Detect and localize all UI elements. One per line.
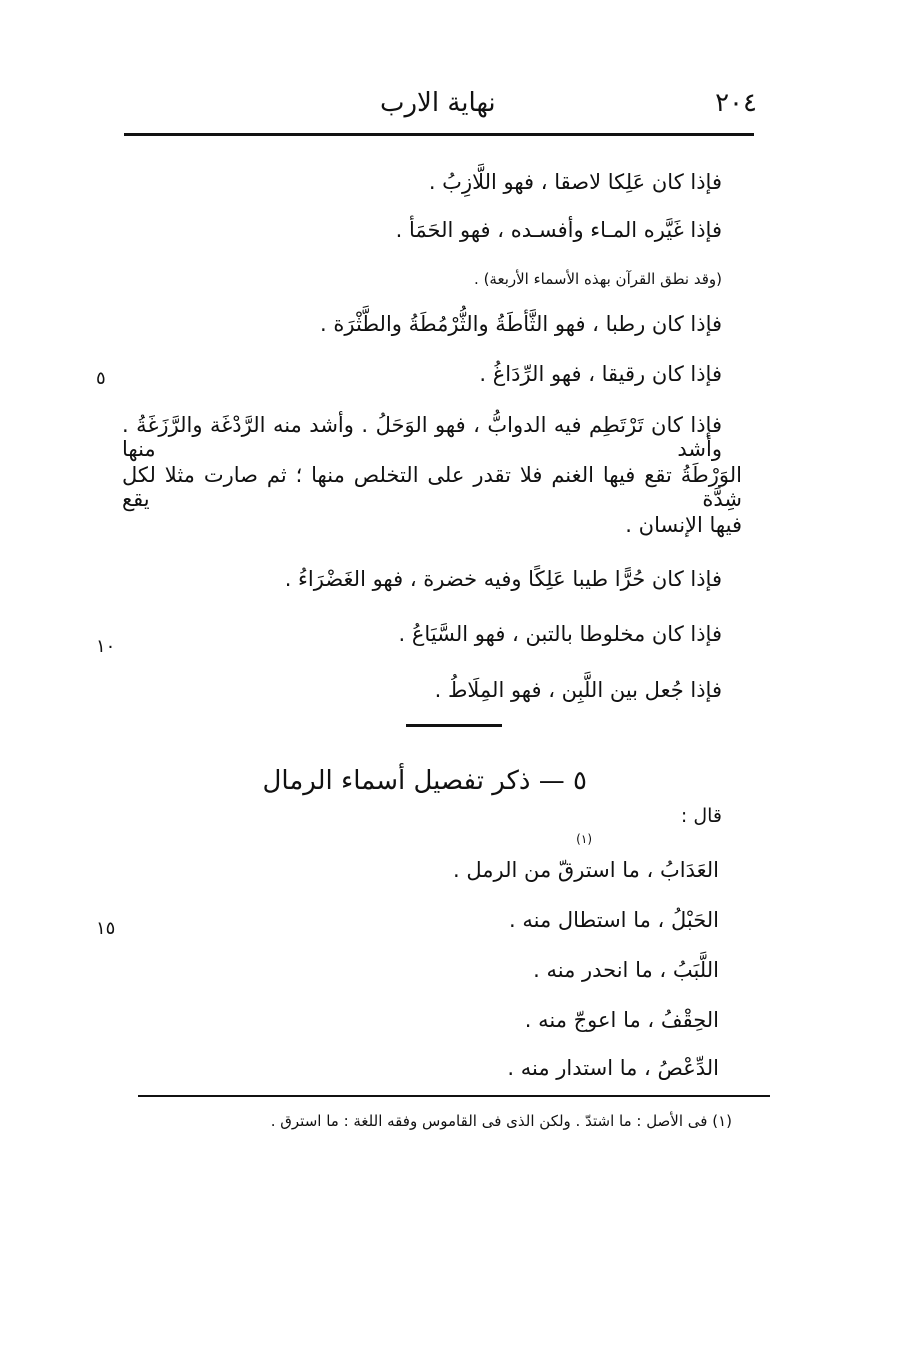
running-title: نهاية الارب bbox=[380, 88, 496, 118]
body-line: فإذا جُعل بين اللَّبِن ، فهو المِلَاطُ . bbox=[434, 678, 722, 702]
body-line: فإذا غَيَّره المـاء وأفسـده ، فهو الحَمَأ . bbox=[395, 218, 722, 242]
footnote-rule bbox=[138, 1095, 770, 1097]
definition-line: الحِقْفُ ، ما اعوجّ منه . bbox=[524, 1008, 719, 1032]
definition-line: العَدَابُ ، ما استرقّ من الرمل . bbox=[453, 858, 719, 882]
definition-line: الدِّعْصُ ، ما استدار منه . bbox=[507, 1056, 719, 1080]
section-intro: قال : bbox=[680, 805, 722, 827]
page-number: ٢٠٤ bbox=[715, 88, 757, 118]
section-heading: ٥ — ذكر تفصيل أسماء الرمال bbox=[262, 766, 587, 796]
header-rule bbox=[124, 133, 754, 136]
margin-line-number: ٥ bbox=[96, 368, 106, 389]
margin-line-number: ١٥ bbox=[96, 918, 116, 939]
margin-line-number: ١٠ bbox=[96, 636, 116, 657]
definition-line: الحَبْلُ ، ما استطال منه . bbox=[509, 908, 719, 932]
body-line: الوَرْطَةُ تقع فيها الغنم فلا تقدر على التخلص منها ؛ ثم صارت مثلا لكل شِدَّة يقع bbox=[122, 463, 742, 511]
body-line: فإذا كان عَلِكا لاصقا ، فهو اللَّازِبُ . bbox=[428, 170, 722, 194]
body-line: فإذا كان تَرْتَطِم فيه الدوابُّ ، فهو الوَحَلُ . وأشد منه الرَّدْغَة والرَّزَغَةُ . وأشد منها bbox=[122, 413, 722, 461]
body-line: فإذا كان رطبا ، فهو الثَّأطَةُ والثُّرْمُطَةُ والطَّثْرَة . bbox=[320, 312, 722, 336]
body-line: فيها الإنسان . bbox=[625, 513, 742, 537]
body-line: فإذا كان رقيقا ، فهو الرِّدَاغُ . bbox=[479, 362, 722, 386]
footnote-marker: (١) bbox=[576, 832, 592, 846]
body-line: (وقد نطق القرآن بهذه الأسماء الأربعة) . bbox=[474, 270, 722, 288]
definition-line: اللَّبَبُ ، ما انحدر منه . bbox=[533, 958, 719, 982]
body-line: فإذا كان مخلوطا بالتبن ، فهو السَّيَاعُ . bbox=[398, 622, 722, 646]
body-line: فإذا كان حُرًّا طيبا عَلِكًا وفيه خضرة ، فهو الغَضْرَاءُ . bbox=[284, 567, 722, 591]
section-rule bbox=[406, 724, 502, 727]
footnote: (١) فى الأصل : ما اشتدّ . ولكن الذى فى القاموس وفقه اللغة : ما استرق . bbox=[270, 1112, 732, 1130]
